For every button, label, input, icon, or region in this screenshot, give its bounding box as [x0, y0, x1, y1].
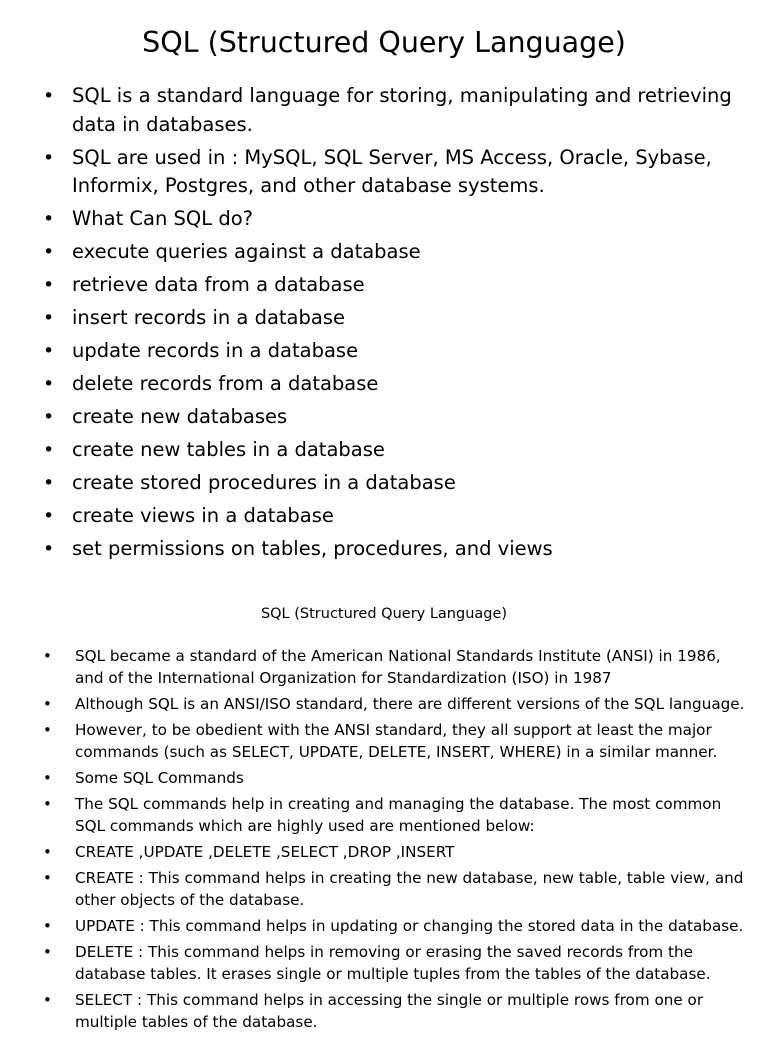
list-item [43, 271, 748, 300]
list-item-text: SELECT : This command helps in accessing the single or multiple rows from one or multiple tables of the database. [75, 991, 704, 1031]
list-item-text: DELETE : This command helps in removing or erasing the saved records from the database tables. It erases single or multiple tuples from the tables of the database. [75, 943, 711, 983]
bullet-list [43, 645, 748, 1037]
list-item-text: SQL became a standard of the American National Standards Institute (ANSI) in 1986, and of the International Organization for Standardization (ISO) in 1987 [75, 647, 721, 687]
list-item-text: The SQL commands help in creating and managing the database. The most common SQL commands which are highly used are mentioned below: [75, 795, 722, 835]
bullet-icon: • [43, 795, 52, 813]
bullet-icon: • [43, 439, 55, 461]
list-item [43, 915, 748, 937]
list-item [43, 867, 748, 911]
list-item [43, 82, 748, 139]
bullet-icon: • [43, 538, 55, 560]
bullet-icon: • [43, 146, 55, 169]
list-item [43, 535, 748, 564]
list-item [43, 693, 748, 715]
list-item-text: Some SQL Commands [75, 769, 244, 787]
list-item-text: create new tables in a database [72, 438, 385, 461]
list-item [43, 205, 748, 234]
bullet-icon: • [43, 340, 55, 362]
list-item-text: However, to be obedient with the ANSI standard, they all support at least the major commands (such as SELECT, UPDATE, DELETE, INSERT, WHERE) in a similar manner. [75, 721, 718, 761]
list-item-text: retrieve data from a database [72, 273, 365, 296]
list-item-text: execute queries against a database [72, 240, 421, 263]
list-item-text: UPDATE : This command helps in updating or changing the stored data in the database. [75, 917, 744, 935]
list-item-text: set permissions on tables, procedures, and views [72, 537, 553, 560]
list-item-text: create stored procedures in a database [72, 471, 456, 494]
bullet-icon: • [43, 769, 52, 787]
bullet-list [43, 82, 748, 568]
list-item-text: SQL are used in : MySQL, SQL Server, MS Access, Oracle, Sybase, Informix, Postgres, and other database systems. [72, 145, 712, 197]
bullet-icon: • [43, 843, 52, 861]
list-item-text: CREATE ,UPDATE ,DELETE ,SELECT ,DROP ,INSERT [75, 843, 455, 861]
bullet-icon: • [43, 373, 55, 395]
bullet-icon: • [43, 991, 52, 1009]
list-item [43, 645, 748, 689]
bullet-icon: • [43, 647, 52, 665]
bullet-icon: • [43, 472, 55, 494]
list-item-text: What Can SQL do? [72, 207, 254, 230]
list-item [43, 436, 748, 465]
bullet-icon: • [43, 307, 55, 329]
list-item-text: insert records in a database [72, 306, 345, 329]
bullet-icon: • [43, 406, 55, 428]
list-item [43, 502, 748, 531]
list-item [43, 238, 748, 267]
list-item-text: CREATE : This command helps in creating the new database, new table, table view, and other objects of the database. [75, 869, 744, 909]
list-item [43, 793, 748, 837]
list-item-text: update records in a database [72, 339, 359, 362]
list-item [43, 304, 748, 333]
bullet-icon: • [43, 943, 52, 961]
list-item [43, 989, 748, 1033]
list-item [43, 337, 748, 366]
list-item [43, 403, 748, 432]
slide-title: SQL (Structured Query Language) [142, 26, 626, 59]
list-item [43, 469, 748, 498]
bullet-icon: • [43, 721, 52, 739]
bullet-icon: • [43, 869, 52, 887]
bullet-icon: • [43, 274, 55, 296]
bullet-icon: • [43, 695, 52, 713]
bullet-icon: • [43, 505, 55, 527]
list-item-text: Although SQL is an ANSI/ISO standard, there are different versions of the SQL language. [75, 695, 745, 713]
list-item-text: SQL is a standard language for storing, manipulating and retrieving data in databases. [72, 84, 732, 136]
list-item [43, 719, 748, 763]
list-item-text: create new databases [72, 405, 288, 428]
list-item-text: delete records from a database [72, 372, 379, 395]
bullet-icon: • [43, 85, 55, 107]
bullet-icon: • [43, 241, 55, 263]
section-title: SQL (Structured Query Language) [260, 606, 508, 622]
list-item [43, 370, 748, 399]
list-item [43, 767, 748, 789]
list-item [43, 841, 748, 863]
bullet-icon: • [43, 208, 55, 230]
list-item [43, 941, 748, 985]
list-item-text: create views in a database [72, 504, 334, 527]
list-item [43, 144, 748, 201]
bullet-icon: • [43, 917, 52, 935]
